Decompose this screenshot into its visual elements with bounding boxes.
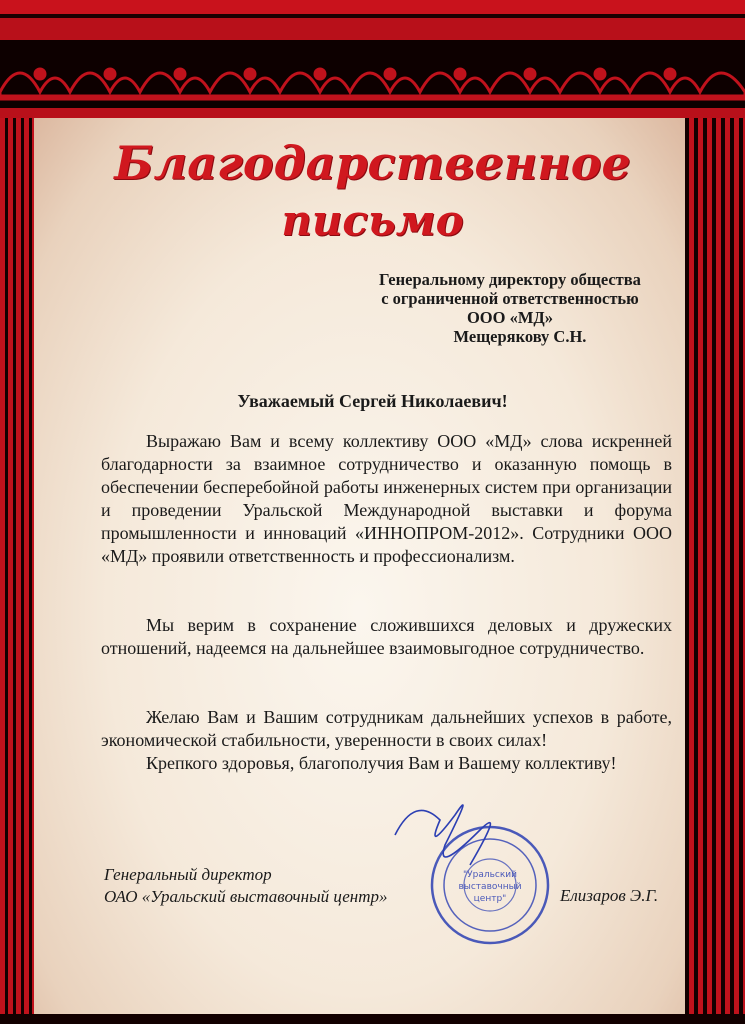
- signatory-block: [104, 864, 388, 908]
- greeting: Уважаемый Сергей Николаевич!: [237, 391, 508, 411]
- title-line-2: письмо: [281, 196, 464, 245]
- addressee-line-1: Генеральному директору общества: [379, 270, 641, 289]
- signatory-organization: ОАО «Уральский выставочный центр»: [104, 887, 388, 906]
- left-stripe-border: [0, 118, 34, 1024]
- addressee-line-4: Мещерякову С.Н.: [453, 327, 587, 346]
- signatory-name: Елизаров Э.Г.: [560, 886, 659, 905]
- palmette-ornament: [0, 44, 745, 104]
- addressee-line-3: ООО «МД»: [466, 308, 554, 327]
- body-paragraph-1: Выражаю Вам и всему коллективу ООО «МД» слова искренней благодарности за взаимное сотрудничество и оказанную помощь в обеспечении бесперебойной работы инженерных систем при организации и проведении Уральской Международной выставки и форума промышленности и инноваций «ИННОПРОМ-2012». Сотрудники ООО «МД» проявили ответственность и профессионализм.: [101, 431, 672, 566]
- top-ornament-band: [0, 0, 745, 118]
- official-stamp: [385, 775, 555, 945]
- stamp-center-line-1: "Уральский: [463, 870, 517, 880]
- handwritten-signature: [395, 805, 490, 865]
- bottom-border: [0, 1014, 745, 1024]
- addressee-block: [330, 270, 690, 346]
- title-line-1: Благодарственное: [114, 136, 631, 190]
- addressee-line-2: с ограниченной ответственностью: [381, 289, 639, 308]
- stamp-center-line-2: выставочный: [458, 882, 522, 892]
- body-paragraph-3: Желаю Вам и Вашим сотрудникам дальнейших успехов в работе, экономической стабильности, уверенности в своих силах!: [101, 707, 672, 750]
- right-stripe-border: [685, 118, 745, 1024]
- signatory-position: Генеральный директор: [104, 865, 272, 884]
- stamp-center-line-3: центр": [473, 894, 507, 904]
- body-paragraph-2: Мы верим в сохранение сложившихся деловых и дружеских отношений, надеемся на дальнейшее взаимовыгодное сотрудничество.: [101, 615, 672, 658]
- body-paragraph-4: Крепкого здоровья, благополучия Вам и Вашему коллективу!: [146, 753, 617, 773]
